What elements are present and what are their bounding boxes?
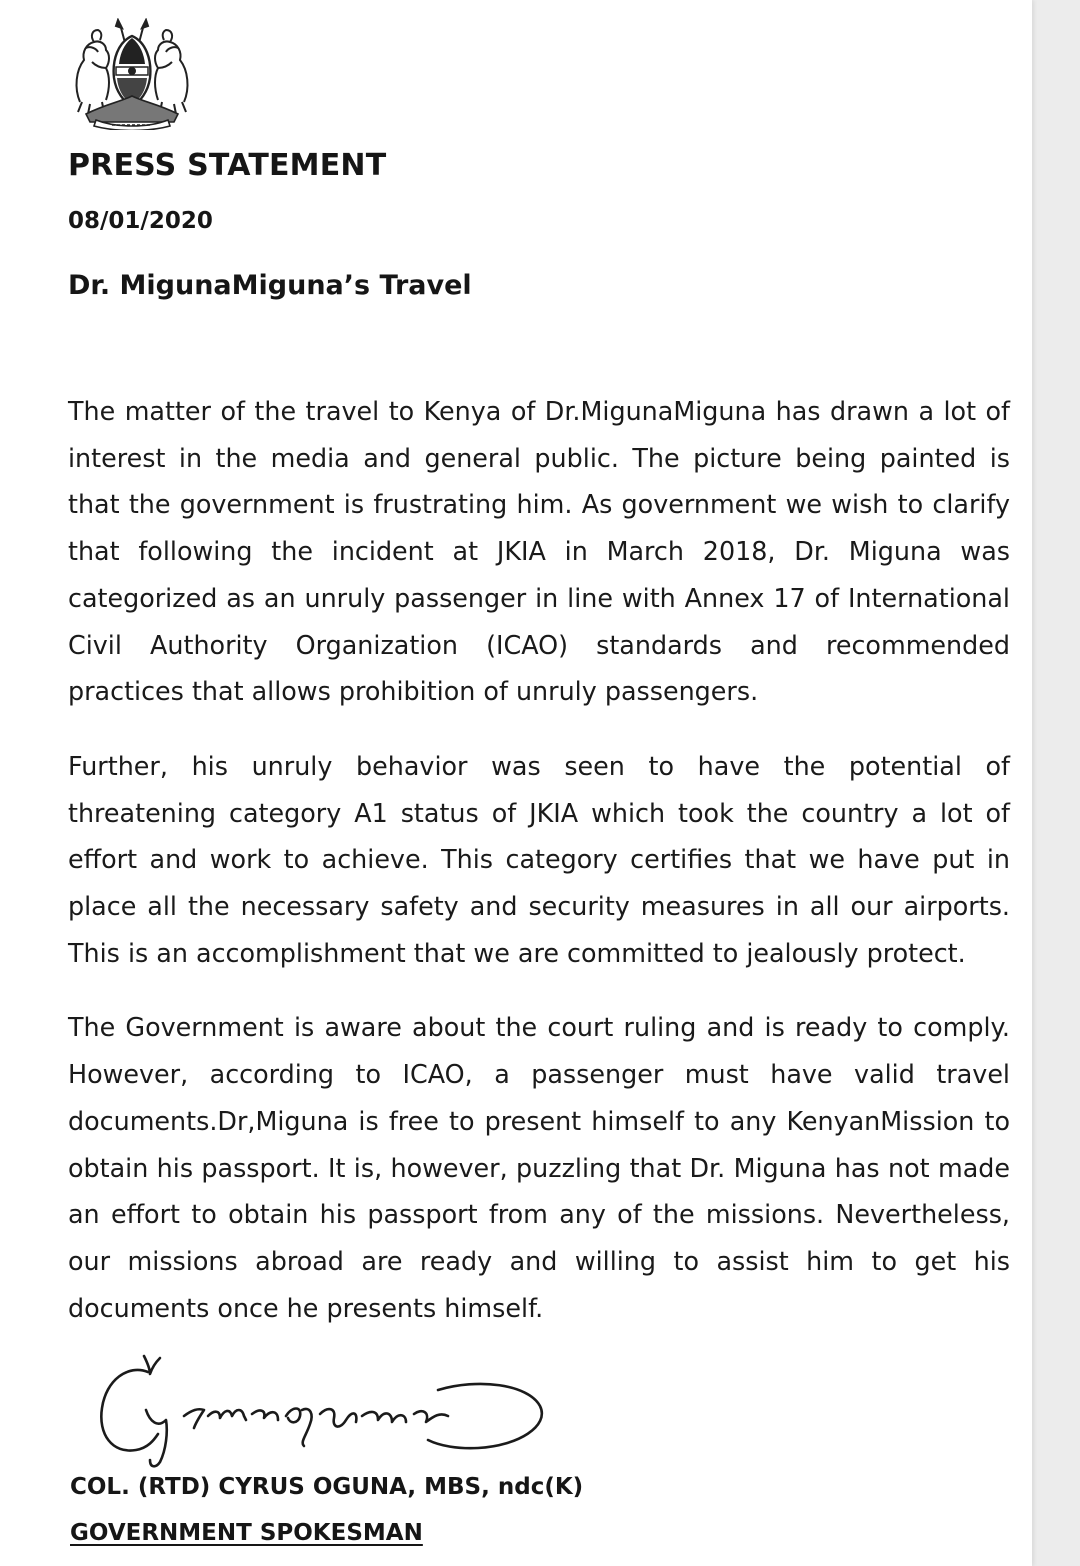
body-paragraph: The Government is aware about the court ruling and is ready to comply. However, according to ICAO, a passenger must have valid travel documents.Dr,Miguna is free to present himself to any KenyanMission to obtain his passport. It is, however, puzzling that Dr. Miguna has not made an effort to obtain his passport from any of the missions. Nevertheless, our missions abroad are ready and willing to assist him to get his documents once he presents himself. (68, 1012, 1010, 1323)
kenya-coat-of-arms-icon (66, 18, 198, 130)
signatory-title: GOVERNMENT SPOKESMAN (70, 1520, 423, 1546)
statement-body (68, 388, 1010, 1359)
body-paragraph: Further, his unruly behavior was seen to have the potential of threatening category A1 status of JKIA which took the country a lot of effort and work to achieve. This category certifies that we have put in place all the necessary safety and security measures in all our airports. This is an accomplishment that we are committed to jealously protect. (68, 750, 1010, 968)
statement-date: 08/01/2020 (68, 208, 213, 234)
body-paragraph: The matter of the travel to Kenya of Dr.MigunaMiguna has drawn a lot of interest in the media and general public. The picture being painted is that the government is frustrating him. As government we wish to clarify that following the incident at JKIA in March 2018, Dr. Miguna was categorized as an unruly passenger in line with Annex 17 of International Civil Authority Organization (ICAO) standards and recommended practices that allows prohibition of unruly passengers. (68, 396, 1010, 707)
signatory-name: COL. (RTD) CYRUS OGUNA, MBS, ndc(K) (70, 1474, 584, 1500)
document-title: PRESS STATEMENT (68, 148, 387, 183)
statement-subject: Dr. MigunaMiguna’s Travel (68, 270, 472, 301)
handwritten-signature-icon (88, 1350, 568, 1480)
